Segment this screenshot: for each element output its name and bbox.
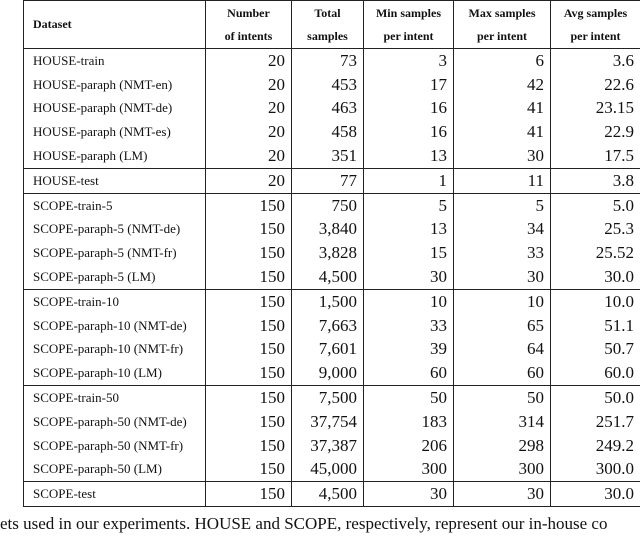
min-samples-cell: 206 — [364, 434, 454, 458]
header-line: Number — [227, 5, 270, 20]
dataset-name-cell: SCOPE-train-50 — [24, 386, 206, 410]
total-samples-cell: 458 — [292, 120, 364, 144]
intents-cell: 150 — [206, 482, 292, 507]
intents-cell: 150 — [206, 386, 292, 410]
min-samples-cell: 17 — [364, 73, 454, 97]
total-samples-cell: 45,000 — [292, 458, 364, 482]
header-line: samples — [307, 28, 348, 43]
intents-cell: 150 — [206, 218, 292, 242]
min-samples-cell: 300 — [364, 458, 454, 482]
avg-samples-cell: 25.3 — [551, 218, 640, 242]
intents-cell: 150 — [206, 289, 292, 313]
max-samples-cell: 30 — [454, 265, 551, 289]
intents-cell: 150 — [206, 361, 292, 385]
header-line: per intent — [476, 28, 528, 43]
max-samples-cell: 30 — [454, 144, 551, 168]
min-samples-cell: 15 — [364, 241, 454, 265]
min-samples-cell: 16 — [364, 97, 454, 121]
avg-samples-cell: 300.0 — [551, 458, 640, 482]
header-line: Min samples — [375, 5, 441, 20]
dataset-name-cell: HOUSE-train — [24, 49, 206, 73]
dataset-name-cell: SCOPE-paraph-50 (NMT-de) — [24, 410, 206, 434]
intents-cell: 20 — [206, 168, 292, 193]
table-row — [24, 338, 640, 362]
dataset-name-cell: HOUSE-test — [24, 168, 206, 193]
min-samples-cell: 10 — [364, 289, 454, 313]
max-samples-cell: 11 — [454, 168, 551, 193]
header-dataset — [24, 1, 206, 49]
table-row — [24, 265, 640, 289]
intents-cell: 150 — [206, 338, 292, 362]
table-row — [24, 458, 640, 482]
max-samples-cell: 298 — [454, 434, 551, 458]
total-samples-cell: 9,000 — [292, 361, 364, 385]
table-row — [24, 144, 640, 168]
max-samples-cell: 6 — [454, 49, 551, 73]
max-samples-cell: 50 — [454, 386, 551, 410]
avg-samples-cell: 17.5 — [551, 144, 640, 168]
avg-samples-cell: 60.0 — [551, 361, 640, 385]
dataset-name-cell: HOUSE-paraph (LM) — [24, 144, 206, 168]
max-samples-cell: 10 — [454, 289, 551, 313]
header-line: per intent — [383, 28, 434, 43]
header-line: Total — [314, 5, 341, 20]
intents-cell: 20 — [206, 144, 292, 168]
intents-cell: 150 — [206, 458, 292, 482]
dataset-name-cell: SCOPE-paraph-50 (NMT-fr) — [24, 434, 206, 458]
total-samples-cell: 453 — [292, 73, 364, 97]
dataset-name-cell: SCOPE-paraph-10 (NMT-de) — [24, 314, 206, 338]
max-samples-cell: 33 — [454, 241, 551, 265]
min-samples-cell: 13 — [364, 218, 454, 242]
table-row — [24, 410, 640, 434]
table-row — [24, 168, 640, 193]
dataset-name-cell: HOUSE-paraph (NMT-es) — [24, 120, 206, 144]
dataset-name-cell: HOUSE-paraph (NMT-de) — [24, 97, 206, 121]
total-samples-cell: 3,828 — [292, 241, 364, 265]
intents-cell: 150 — [206, 434, 292, 458]
avg-samples-cell: 25.52 — [551, 241, 640, 265]
total-samples-cell: 4,500 — [292, 265, 364, 289]
dataset-name-cell: HOUSE-paraph (NMT-en) — [24, 73, 206, 97]
intents-cell: 150 — [206, 193, 292, 217]
min-samples-cell: 5 — [364, 193, 454, 217]
avg-samples-cell: 22.6 — [551, 73, 640, 97]
total-samples-cell: 37,754 — [292, 410, 364, 434]
max-samples-cell: 60 — [454, 361, 551, 385]
table-row — [24, 193, 640, 217]
min-samples-cell: 183 — [364, 410, 454, 434]
avg-samples-cell: 249.2 — [551, 434, 640, 458]
intents-cell: 20 — [206, 120, 292, 144]
header-line: Dataset — [33, 17, 72, 31]
total-samples-cell: 463 — [292, 97, 364, 121]
max-samples-cell: 42 — [454, 73, 551, 97]
max-samples-cell: 5 — [454, 193, 551, 217]
header-line: Avg samples — [563, 5, 628, 20]
total-samples-cell: 351 — [292, 144, 364, 168]
min-samples-cell: 30 — [364, 265, 454, 289]
dataset-name-cell: SCOPE-paraph-10 (NMT-fr) — [24, 338, 206, 362]
min-samples-cell: 1 — [364, 168, 454, 193]
avg-samples-cell: 10.0 — [551, 289, 640, 313]
table-row — [24, 97, 640, 121]
intents-cell: 20 — [206, 49, 292, 73]
avg-samples-cell: 50.7 — [551, 338, 640, 362]
total-samples-cell: 7,500 — [292, 386, 364, 410]
header-number-of-intents — [206, 1, 292, 49]
header-line: of intents — [224, 28, 273, 43]
avg-samples-cell: 23.15 — [551, 97, 640, 121]
total-samples-cell: 3,840 — [292, 218, 364, 242]
total-samples-cell: 4,500 — [292, 482, 364, 507]
dataset-name-cell: SCOPE-paraph-5 (LM) — [24, 265, 206, 289]
header-max-samples — [454, 1, 551, 49]
min-samples-cell: 3 — [364, 49, 454, 73]
dataset-name-cell: SCOPE-paraph-50 (LM) — [24, 458, 206, 482]
max-samples-cell: 30 — [454, 482, 551, 507]
max-samples-cell: 314 — [454, 410, 551, 434]
avg-samples-cell: 3.8 — [551, 168, 640, 193]
dataset-name-cell: SCOPE-paraph-10 (LM) — [24, 361, 206, 385]
intents-cell: 150 — [206, 241, 292, 265]
table-header-row — [24, 1, 640, 49]
min-samples-cell: 60 — [364, 361, 454, 385]
table-caption: ets used in our experiments. HOUSE and SCOPE, respectively, represent our in-house co — [0, 514, 608, 533]
min-samples-cell: 39 — [364, 338, 454, 362]
dataset-statistics-table-container — [23, 0, 640, 507]
intents-cell: 20 — [206, 73, 292, 97]
dataset-name-cell: SCOPE-paraph-5 (NMT-fr) — [24, 241, 206, 265]
total-samples-cell: 73 — [292, 49, 364, 73]
intents-cell: 20 — [206, 97, 292, 121]
dataset-name-cell: SCOPE-train-10 — [24, 289, 206, 313]
min-samples-cell: 13 — [364, 144, 454, 168]
table-row — [24, 73, 640, 97]
min-samples-cell: 50 — [364, 386, 454, 410]
table-row — [24, 314, 640, 338]
max-samples-cell: 41 — [454, 120, 551, 144]
table-row — [24, 289, 640, 313]
table-row — [24, 218, 640, 242]
table-row — [24, 434, 640, 458]
min-samples-cell: 33 — [364, 314, 454, 338]
avg-samples-cell: 5.0 — [551, 193, 640, 217]
table-row — [24, 241, 640, 265]
table-row — [24, 361, 640, 385]
max-samples-cell: 34 — [454, 218, 551, 242]
table-row — [24, 482, 640, 507]
avg-samples-cell: 50.0 — [551, 386, 640, 410]
max-samples-cell: 65 — [454, 314, 551, 338]
min-samples-cell: 30 — [364, 482, 454, 507]
intents-cell: 150 — [206, 265, 292, 289]
header-total-samples — [292, 1, 364, 49]
header-line: Max samples — [468, 5, 536, 20]
intents-cell: 150 — [206, 410, 292, 434]
total-samples-cell: 77 — [292, 168, 364, 193]
avg-samples-cell: 30.0 — [551, 265, 640, 289]
max-samples-cell: 300 — [454, 458, 551, 482]
avg-samples-cell: 251.7 — [551, 410, 640, 434]
total-samples-cell: 37,387 — [292, 434, 364, 458]
table-row — [24, 386, 640, 410]
min-samples-cell: 16 — [364, 120, 454, 144]
avg-samples-cell: 51.1 — [551, 314, 640, 338]
dataset-name-cell: SCOPE-train-5 — [24, 193, 206, 217]
avg-samples-cell: 30.0 — [551, 482, 640, 507]
intents-cell: 150 — [206, 314, 292, 338]
table-body — [24, 49, 640, 507]
table-row — [24, 120, 640, 144]
max-samples-cell: 64 — [454, 338, 551, 362]
header-avg-samples — [551, 1, 640, 49]
total-samples-cell: 7,663 — [292, 314, 364, 338]
total-samples-cell: 7,601 — [292, 338, 364, 362]
table-row — [24, 49, 640, 73]
total-samples-cell: 750 — [292, 193, 364, 217]
dataset-statistics-table — [23, 0, 640, 507]
dataset-name-cell: SCOPE-test — [24, 482, 206, 507]
total-samples-cell: 1,500 — [292, 289, 364, 313]
avg-samples-cell: 3.6 — [551, 49, 640, 73]
max-samples-cell: 41 — [454, 97, 551, 121]
dataset-name-cell: SCOPE-paraph-5 (NMT-de) — [24, 218, 206, 242]
header-min-samples — [364, 1, 454, 49]
avg-samples-cell: 22.9 — [551, 120, 640, 144]
header-line: per intent — [570, 28, 621, 43]
